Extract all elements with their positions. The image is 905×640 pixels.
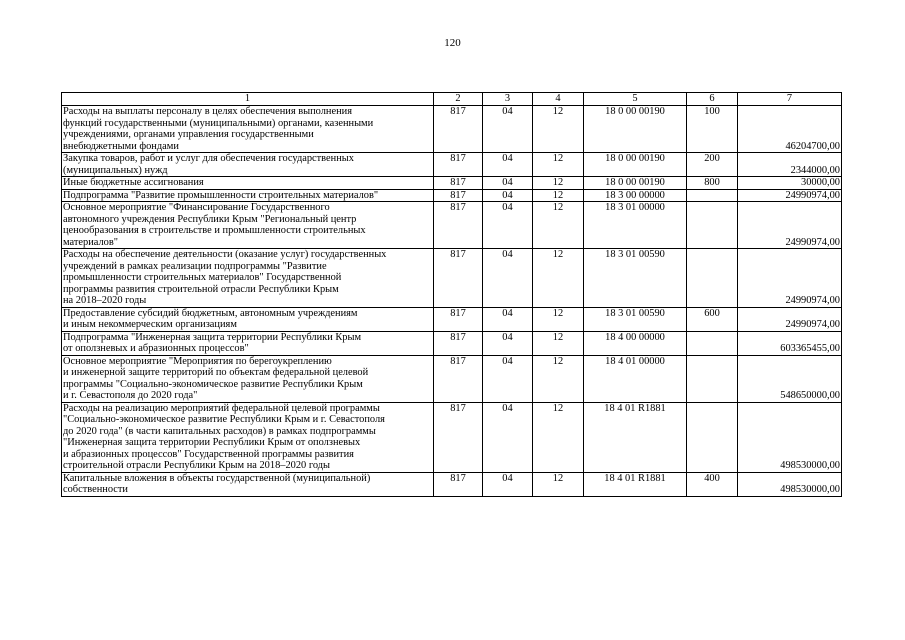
description-line: Основное мероприятие "Мероприятия по берегоукреплению <box>63 355 332 367</box>
row-description <box>62 153 434 177</box>
subsection-code: 12 <box>533 202 584 249</box>
description-line: Подпрограмма "Развитие промышленности строительных материалов" <box>63 189 379 201</box>
row-description <box>62 202 434 249</box>
expense-type-code <box>687 189 738 202</box>
row-description <box>62 189 434 202</box>
target-article-code: 18 3 01 00590 <box>584 307 687 331</box>
description-line: Основное мероприятие "Финансирование Государственного <box>63 202 330 213</box>
subsection-code: 12 <box>533 402 584 472</box>
description-line: Предоставление субсидий бюджетным, автономным учреждениям <box>63 307 358 319</box>
expense-type-code: 800 <box>687 177 738 190</box>
description-line: и иным некоммерческим организациям <box>63 319 237 330</box>
amount-cell: 498530000,00 <box>738 472 842 496</box>
amount-cell: 30000,00 <box>738 177 842 190</box>
description-line: программы "Социально-экономическое развитие Республики Крым <box>63 378 363 390</box>
column-header: 4 <box>533 93 584 106</box>
amount-cell: 24990974,00 <box>738 202 842 249</box>
description-line: Расходы на выплаты персоналу в целях обеспечения выполнения <box>63 106 352 117</box>
amount-cell: 24990974,00 <box>738 189 842 202</box>
description-line: и инженерной защите территорий по объектам федеральной целевой <box>63 367 369 378</box>
description-line: автономного учреждения Республики Крым "Региональный центр <box>63 213 357 225</box>
description-line: учреждений в рамках реализации подпрограммы "Развитие <box>63 260 327 272</box>
section-code: 04 <box>483 153 533 177</box>
table-row <box>62 355 842 402</box>
grbs-code: 817 <box>434 202 483 249</box>
section-code: 04 <box>483 106 533 153</box>
grbs-code: 817 <box>434 402 483 472</box>
subsection-code: 12 <box>533 331 584 355</box>
expense-type-code: 200 <box>687 153 738 177</box>
budget-table <box>61 92 842 497</box>
expense-type-code: 100 <box>687 106 738 153</box>
target-article-code: 18 4 00 00000 <box>584 331 687 355</box>
column-header: 6 <box>687 93 738 106</box>
column-header: 5 <box>584 93 687 106</box>
grbs-code: 817 <box>434 249 483 308</box>
header-row <box>62 93 842 106</box>
amount-cell: 46204700,00 <box>738 106 842 153</box>
description-line: "Социально-экономическое развитие Республики Крым и г. Севастополя <box>63 414 385 425</box>
grbs-code: 817 <box>434 153 483 177</box>
expense-type-code <box>687 249 738 308</box>
table-row <box>62 153 842 177</box>
target-article-code: 18 4 01 R1881 <box>584 472 687 496</box>
description-line: Иные бюджетные ассигнования <box>63 177 204 188</box>
table-row <box>62 106 842 153</box>
amount-cell: 603365455,00 <box>738 331 842 355</box>
column-header: 1 <box>62 93 434 106</box>
description-line: Закупка товаров, работ и услуг для обеспечения государственных <box>63 153 354 164</box>
section-code: 04 <box>483 249 533 308</box>
description-line: внебюджетными фондами <box>63 140 179 152</box>
grbs-code: 817 <box>434 189 483 202</box>
description-line: учреждениями, органами управления государственными <box>63 129 314 140</box>
expense-type-code: 600 <box>687 307 738 331</box>
description-line: Капитальные вложения в объекты государственной (муниципальной) <box>63 472 371 484</box>
description-line: ценообразования в строительстве и промышленности строительных <box>63 225 366 236</box>
description-line: Расходы на обеспечение деятельности (оказание услуг) государственных <box>63 249 387 260</box>
subsection-code: 12 <box>533 153 584 177</box>
grbs-code: 817 <box>434 355 483 402</box>
row-description <box>62 355 434 402</box>
target-article-code: 18 4 01 00000 <box>584 355 687 402</box>
description-line: до 2020 года" (в части капитальных расходов) в рамках подпрограммы <box>63 425 376 437</box>
expense-type-code <box>687 355 738 402</box>
section-code: 04 <box>483 331 533 355</box>
expense-type-code <box>687 331 738 355</box>
grbs-code: 817 <box>434 177 483 190</box>
table-row <box>62 177 842 190</box>
target-article-code: 18 0 00 00190 <box>584 177 687 190</box>
target-article-code: 18 0 00 00190 <box>584 106 687 153</box>
amount-cell: 548650000,00 <box>738 355 842 402</box>
subsection-code: 12 <box>533 177 584 190</box>
row-description <box>62 106 434 153</box>
subsection-code: 12 <box>533 189 584 202</box>
table-row <box>62 249 842 308</box>
target-article-code: 18 3 01 00590 <box>584 249 687 308</box>
table-row <box>62 189 842 202</box>
page-number: 120 <box>444 37 461 49</box>
description-line: строительной отрасли Республики Крым на 2018–2020 годы <box>63 460 331 471</box>
section-code: 04 <box>483 472 533 496</box>
table-row <box>62 402 842 472</box>
row-description <box>62 331 434 355</box>
expense-type-code <box>687 402 738 472</box>
section-code: 04 <box>483 177 533 190</box>
table-row <box>62 202 842 249</box>
amount-cell: 24990974,00 <box>738 307 842 331</box>
table-row <box>62 331 842 355</box>
description-line: "Инженерная защита территории Республики Крым от оползневых <box>63 437 361 448</box>
description-line: и г. Севастополя до 2020 года" <box>63 390 198 401</box>
description-line: (муниципальных) нужд <box>63 164 168 176</box>
subsection-code: 12 <box>533 106 584 153</box>
table-row <box>62 307 842 331</box>
description-line: на 2018–2020 годы <box>63 295 147 306</box>
row-description <box>62 472 434 496</box>
description-line: и абразионных процессов" Государственной программы развития <box>63 448 354 460</box>
column-header: 2 <box>434 93 483 106</box>
target-article-code: 18 3 00 00000 <box>584 189 687 202</box>
description-line: от оползневых и абразионных процессов" <box>63 343 249 354</box>
amount-cell: 24990974,00 <box>738 249 842 308</box>
grbs-code: 817 <box>434 106 483 153</box>
expense-type-code <box>687 202 738 249</box>
row-description <box>62 249 434 308</box>
subsection-code: 12 <box>533 355 584 402</box>
amount-cell: 498530000,00 <box>738 402 842 472</box>
expense-type-code: 400 <box>687 472 738 496</box>
section-code: 04 <box>483 355 533 402</box>
description-line: функций государственными (муниципальными) органами, казенными <box>63 117 374 129</box>
target-article-code: 18 3 01 00000 <box>584 202 687 249</box>
section-code: 04 <box>483 189 533 202</box>
row-description <box>62 307 434 331</box>
description-line: программы развития строительной отрасли Республики Крым <box>63 283 339 295</box>
description-line: Подпрограмма "Инженерная защита территории Республики Крым <box>63 331 362 343</box>
target-article-code: 18 4 01 R1881 <box>584 402 687 472</box>
grbs-code: 817 <box>434 307 483 331</box>
section-code: 04 <box>483 307 533 331</box>
section-code: 04 <box>483 402 533 472</box>
description-line: Расходы на реализацию мероприятий федеральной целевой программы <box>63 402 380 414</box>
description-line: материалов" <box>63 236 118 248</box>
column-header: 3 <box>483 93 533 106</box>
grbs-code: 817 <box>434 331 483 355</box>
grbs-code: 817 <box>434 472 483 496</box>
row-description <box>62 177 434 190</box>
row-description <box>62 402 434 472</box>
description-line: промышленности строительных материалов" Государственной <box>63 272 342 283</box>
section-code: 04 <box>483 202 533 249</box>
amount-cell: 2344000,00 <box>738 153 842 177</box>
table-row <box>62 472 842 496</box>
subsection-code: 12 <box>533 249 584 308</box>
column-header: 7 <box>738 93 842 106</box>
subsection-code: 12 <box>533 472 584 496</box>
subsection-code: 12 <box>533 307 584 331</box>
target-article-code: 18 0 00 00190 <box>584 153 687 177</box>
description-line: собственности <box>63 484 128 495</box>
